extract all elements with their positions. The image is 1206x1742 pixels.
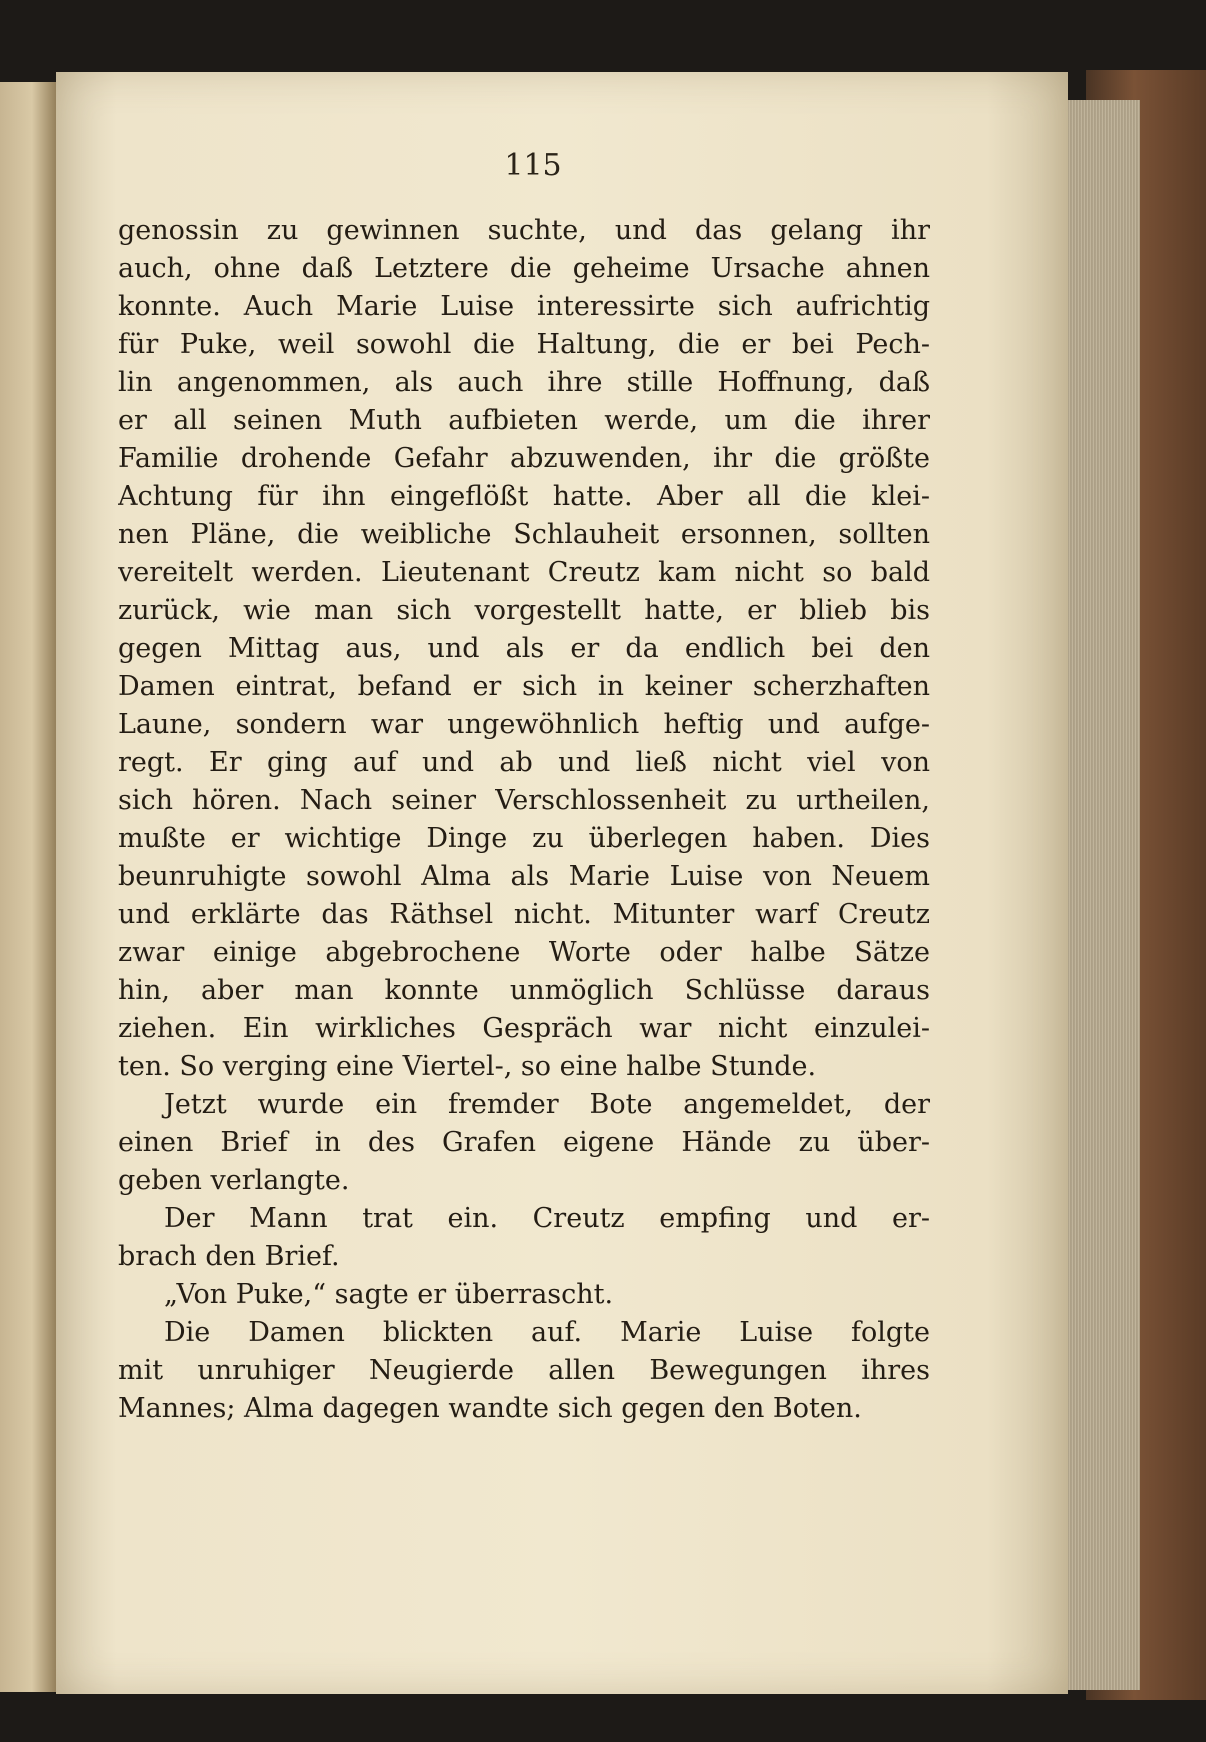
text-line: er all seinen Muth aufbieten werde, um die ihrer [118,405,930,436]
text-line: hin, aber man konnte unmöglich Schlüsse daraus [118,975,930,1006]
text-line: und erklärte das Räthsel nicht. Mitunter warf Creutz [118,899,930,930]
text-line: ten. So verging eine Viertel-, so eine halbe Stunde. [118,1051,817,1082]
text-line: Mannes; Alma dagegen wandte sich gegen den Boten. [118,1393,862,1424]
text-line: auch, ohne daß Letztere die geheime Ursache ahnen [118,253,930,284]
text-line: einen Brief in des Grafen eigene Hände zu über- [118,1127,930,1158]
text-line: sich hören. Nach seiner Verschlossenheit zu urtheilen, [118,785,930,816]
text-line: Achtung für ihn eingeflößt hatte. Aber all die klei- [118,481,930,512]
text-line: Der Mann trat ein. Creutz empfing und er- [164,1203,930,1234]
text-line: nen Pläne, die weibliche Schlauheit ersonnen, sollten [118,519,930,550]
body-text [118,212,930,1428]
text-line: mußte er wichtige Dinge zu überlegen haben. Dies [118,823,930,854]
text-line: vereitelt werden. Lieutenant Creutz kam nicht so bald [118,557,930,588]
text-line: konnte. Auch Marie Luise interessirte sich aufrichtig [118,291,930,322]
text-line: Damen eintrat, befand er sich in keiner scherzhaften [118,671,930,702]
text-line: mit unruhiger Neugierde allen Bewegungen ihres [118,1355,930,1386]
text-line: für Puke, weil sowohl die Haltung, die er bei Pech- [118,329,930,360]
text-line: brach den Brief. [118,1241,340,1272]
text-line: Familie drohende Gefahr abzuwenden, ihr die größte [118,443,930,474]
page-stack [1065,100,1140,1690]
text-line: lin angenommen, als auch ihre stille Hoffnung, daß [118,367,930,398]
text-line: Die Damen blickten auf. Marie Luise folgte [164,1317,930,1348]
text-line: regt. Er ging auf und ab und ließ nicht viel von [118,747,930,778]
text-line: zurück, wie man sich vorgestellt hatte, er blieb bis [118,595,930,626]
facing-page-edge [0,82,60,1692]
text-line: geben verlangte. [118,1165,350,1196]
text-line: Jetzt wurde ein fremder Bote angemeldet, der [164,1089,930,1120]
text-line: genossin zu gewinnen suchte, und das gelang ihr [118,215,930,246]
page-number: 115 [504,148,562,183]
text-line: Laune, sondern war ungewöhnlich heftig und aufge- [118,709,930,740]
text-line: „Von Puke,“ sagte er überrascht. [164,1279,614,1310]
text-line: gegen Mittag aus, und als er da endlich bei den [118,633,930,664]
text-line: beunruhigte sowohl Alma als Marie Luise von Neuem [118,861,930,892]
text-line: ziehen. Ein wirkliches Gespräch war nicht einzulei- [118,1013,930,1044]
text-line: zwar einige abgebrochene Worte oder halbe Sätze [118,937,930,968]
